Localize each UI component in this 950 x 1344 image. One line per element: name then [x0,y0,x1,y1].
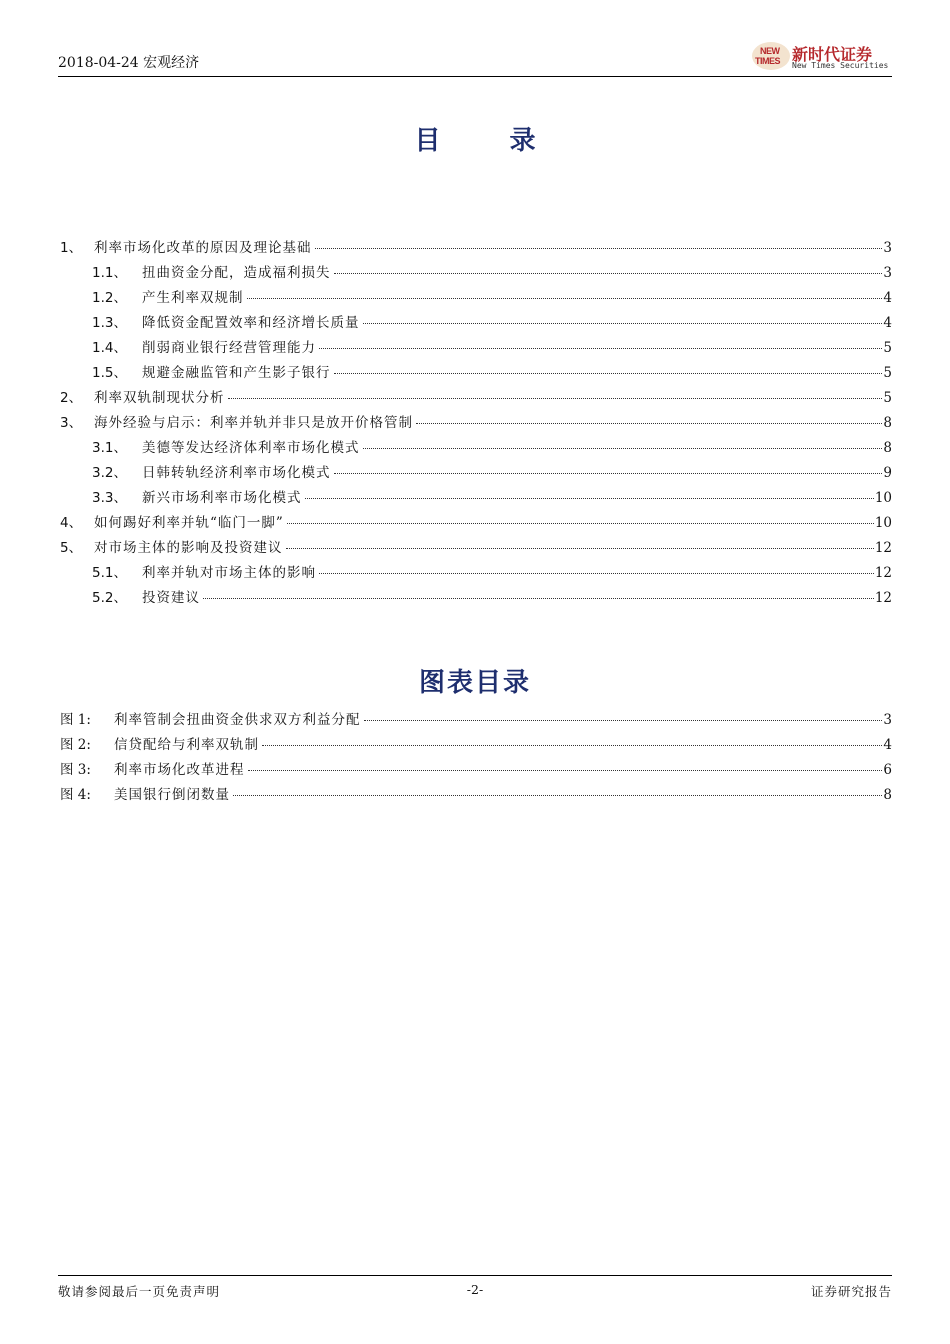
entry-number: 1.2、 [92,290,127,306]
footer-disclaimer: 敬请参阅最后一页免责声明 [58,1284,221,1299]
dot-leader [416,423,882,424]
toc-entry[interactable] [60,586,892,611]
entry-page-number: 4 [883,737,892,753]
entry-label[interactable]: 如何踢好利率并轨“临门一脚” [94,515,284,531]
dot-leader [363,323,883,324]
entry-page-number: 4 [883,290,892,306]
entry-page-number: 5 [883,340,892,356]
dot-leader [334,273,883,274]
dot-leader [319,348,882,349]
entry-page-number: 5 [883,390,892,406]
entry-number: 1.5、 [92,365,127,381]
entry-page-number: 8 [883,440,892,456]
dot-leader [248,770,883,771]
toc-entry[interactable] [60,436,892,461]
entry-page-number: 3 [883,265,892,281]
logo-badge-line1: NEW [760,46,780,56]
entry-number: 5.1、 [92,565,127,581]
toc-title: 目 录 [414,126,566,156]
dot-leader [364,720,883,721]
page-footer [58,1275,892,1302]
entry-page-number: 12 [874,540,892,556]
entry-label[interactable]: 日韩转轨经济利率市场化模式 [142,465,331,481]
dot-leader [315,248,883,249]
footer-page-number: -2- [466,1282,484,1297]
figure-list [60,708,892,808]
toc-entry[interactable] [60,511,892,536]
entry-label[interactable]: 对市场主体的影响及投资建议 [94,540,283,556]
entry-label[interactable]: 美国银行倒闭数量 [114,787,230,803]
toc-entry[interactable] [60,311,892,336]
entry-page-number: 4 [883,315,892,331]
entry-number: 图 4: [60,787,91,803]
dot-leader [287,523,874,524]
toc-entry[interactable] [60,361,892,386]
figure-list-entry[interactable] [60,708,892,733]
entry-label[interactable]: 利率市场化改革进程 [114,762,245,778]
entry-number: 5.2、 [92,590,127,606]
dot-leader [334,373,883,374]
logo-cn-name: 新时代证券 [792,45,873,64]
toc-entry[interactable] [60,336,892,361]
dot-leader [319,573,874,574]
entry-page-number: 12 [874,590,892,606]
entry-page-number: 3 [883,712,892,728]
entry-number: 图 2: [60,737,91,753]
entry-page-number: 10 [874,490,892,506]
dot-leader [363,448,883,449]
figure-list-title: 图表目录 [418,668,531,698]
entry-label[interactable]: 产生利率双规制 [142,290,244,306]
toc-entry[interactable] [60,536,892,561]
entry-number: 1、 [60,240,83,256]
entry-label[interactable]: 信贷配给与利率双轨制 [114,737,259,753]
entry-label[interactable]: 投资建议 [142,590,200,606]
entry-number: 3.1、 [92,440,127,456]
figure-list-entry[interactable] [60,733,892,758]
entry-label[interactable]: 扭曲资金分配，造成福利损失 [142,265,331,281]
toc-entry[interactable] [60,561,892,586]
dot-leader [286,548,874,549]
entry-page-number: 9 [883,465,892,481]
figure-list-entry[interactable] [60,783,892,808]
toc-entry[interactable] [60,411,892,436]
figure-list-entry[interactable] [60,758,892,783]
footer-report-type: 证券研究报告 [810,1284,892,1299]
dot-leader [203,598,874,599]
logo-en-name: New Times Securities [792,61,889,70]
toc-entry[interactable] [60,461,892,486]
entry-number: 3.3、 [92,490,127,506]
entry-number: 4、 [60,515,83,531]
entry-label[interactable]: 利率双轨制现状分析 [94,390,225,406]
entry-label[interactable]: 利率并轨对市场主体的影响 [142,565,316,581]
dot-leader [247,298,883,299]
dot-leader [233,795,882,796]
entry-label[interactable]: 美德等发达经济体利率市场化模式 [142,440,360,456]
entry-number: 5、 [60,540,83,556]
toc-entry[interactable] [60,261,892,286]
entry-label[interactable]: 降低资金配置效率和经济增长质量 [142,315,360,331]
logo-badge-icon [752,42,790,70]
entry-page-number: 12 [874,565,892,581]
entry-number: 图 1: [60,712,91,728]
entry-number: 1.1、 [92,265,127,281]
entry-page-number: 3 [883,240,892,256]
header-date-topic: 2018-04-24 宏观经济 [58,55,200,71]
toc-entry[interactable] [60,386,892,411]
toc-entry[interactable] [60,486,892,511]
entry-number: 3.2、 [92,465,127,481]
entry-label[interactable]: 海外经验与启示：利率并轨并非只是放开价格管制 [94,415,413,431]
toc-entry[interactable] [60,236,892,261]
dot-leader [228,398,883,399]
entry-label[interactable]: 削弱商业银行经营管理能力 [142,340,316,356]
entry-page-number: 8 [883,787,892,803]
entry-page-number: 10 [874,515,892,531]
entry-number: 1.3、 [92,315,127,331]
entry-label[interactable]: 新兴市场利率市场化模式 [142,490,302,506]
entry-label[interactable]: 利率管制会扭曲资金供求双方利益分配 [114,712,361,728]
entry-number: 2、 [60,390,83,406]
toc-list [60,236,892,611]
toc-entry[interactable] [60,286,892,311]
entry-page-number: 6 [883,762,892,778]
page-header [58,40,892,77]
entry-number: 3、 [60,415,83,431]
entry-number: 1.4、 [92,340,127,356]
entry-label[interactable]: 利率市场化改革的原因及理论基础 [94,240,312,256]
logo-badge-line2: TIMES [755,56,781,66]
entry-label[interactable]: 规避金融监管和产生影子银行 [142,365,331,381]
company-logo [752,40,892,74]
dot-leader [334,473,883,474]
entry-page-number: 8 [883,415,892,431]
entry-page-number: 5 [883,365,892,381]
entry-number: 图 3: [60,762,91,778]
dot-leader [305,498,874,499]
dot-leader [262,745,882,746]
